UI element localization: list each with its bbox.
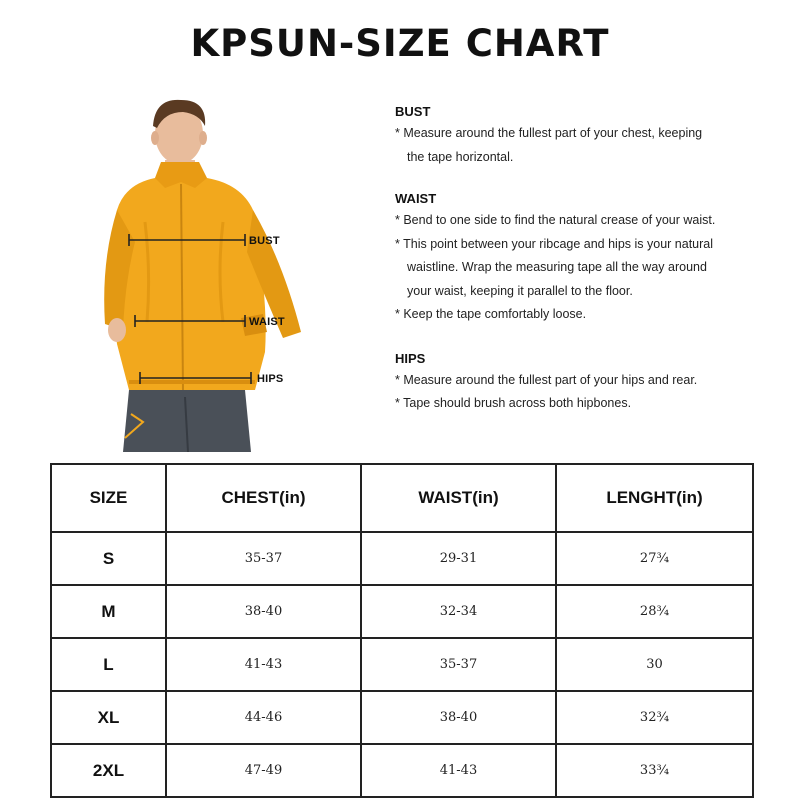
guide-line: waistline. Wrap the measuring tape all the way around	[407, 260, 707, 274]
guide-line: * Measure around the fullest part of your chest, keeping	[395, 126, 703, 140]
chest-cell: 35-37	[166, 532, 361, 585]
size-table	[50, 463, 754, 798]
hips-label: HIPS	[257, 373, 284, 385]
length-cell: 27¾	[556, 532, 753, 585]
measurement-guide	[395, 102, 775, 416]
model-illustration	[95, 92, 325, 452]
page-title: KPSUN-SIZE CHART	[190, 22, 610, 65]
length-cell: 30	[556, 638, 753, 691]
chest-cell: 44-46	[166, 691, 361, 744]
length-cell: 33¾	[556, 744, 753, 797]
size-cell: L	[51, 638, 166, 691]
section-heading: BUST	[395, 104, 431, 119]
section-heading: WAIST	[395, 191, 437, 206]
size-cell: XL	[51, 691, 166, 744]
guide-line: * Measure around the fullest part of your hips and rear.	[395, 372, 698, 387]
table-row	[51, 532, 753, 585]
waist-label: WAIST	[249, 316, 285, 328]
length-cell: 32¾	[556, 691, 753, 744]
guide-line: your waist, keeping it parallel to the floor.	[407, 283, 633, 298]
waist-section	[395, 189, 775, 327]
table-row	[51, 585, 753, 638]
guide-line: * Bend to one side to find the natural crease of your waist.	[395, 213, 716, 227]
table-row	[51, 744, 753, 797]
waist-cell: 29-31	[361, 532, 556, 585]
bust-label: BUST	[249, 235, 280, 247]
model-figure	[95, 92, 325, 452]
section-heading: HIPS	[395, 350, 426, 366]
hips-section	[395, 349, 775, 416]
column-header-chest: CHEST(in)	[166, 464, 361, 532]
guide-line: * Keep the tape comfortably loose.	[395, 307, 587, 321]
waist-cell: 35-37	[361, 638, 556, 691]
chest-cell: 41-43	[166, 638, 361, 691]
guide-line: the tape horizontal.	[407, 149, 514, 164]
waist-cell: 38-40	[361, 691, 556, 744]
guide-line: * This point between your ribcage and hips is your natural	[395, 236, 714, 251]
table-header-row	[51, 464, 753, 532]
column-header-length: LENGHT(in)	[556, 464, 753, 532]
waist-cell: 41-43	[361, 744, 556, 797]
bust-section	[395, 102, 775, 169]
table-row	[51, 638, 753, 691]
column-header-waist: WAIST(in)	[361, 464, 556, 532]
size-cell: S	[51, 532, 166, 585]
size-cell: M	[51, 585, 166, 638]
waist-cell: 32-34	[361, 585, 556, 638]
chest-cell: 47-49	[166, 744, 361, 797]
length-cell: 28¾	[556, 585, 753, 638]
column-header-size: SIZE	[51, 464, 166, 532]
table-row	[51, 691, 753, 744]
chest-cell: 38-40	[166, 585, 361, 638]
guide-line: * Tape should brush across both hipbones.	[395, 396, 632, 410]
size-cell: 2XL	[51, 744, 166, 797]
